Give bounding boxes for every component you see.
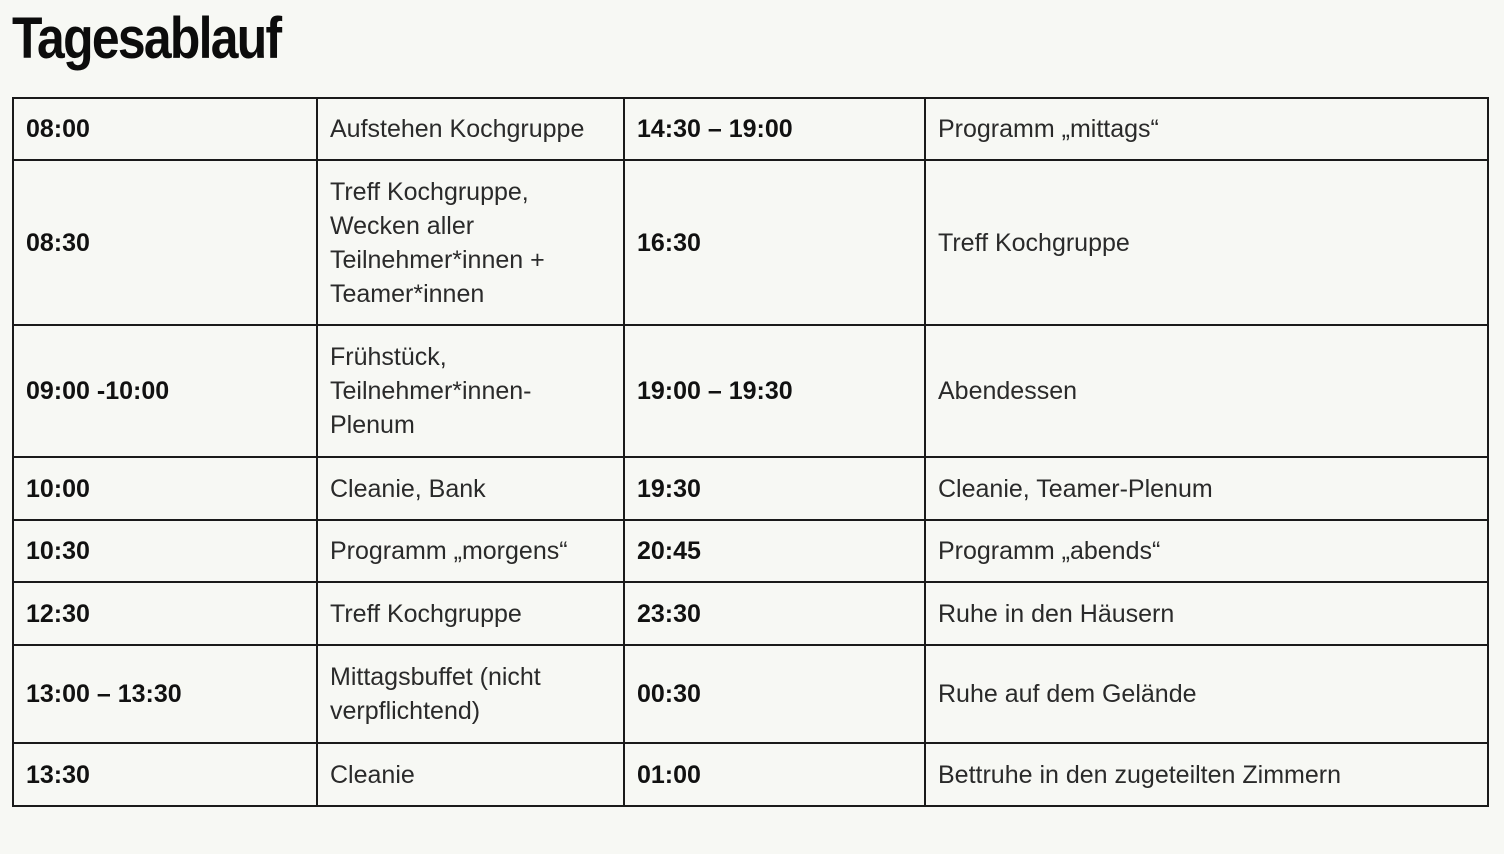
schedule-table: [12, 97, 1489, 807]
activity-cell: Bettruhe in den zugeteilten Zimmern: [925, 743, 1488, 806]
time-cell: 12:30: [13, 582, 317, 645]
time-cell: 13:30: [13, 743, 317, 806]
activity-cell: Frühstück, Teilnehmer*innen-Plenum: [317, 325, 624, 457]
time-cell: 19:30: [624, 457, 925, 520]
activity-cell: Programm „morgens“: [317, 520, 624, 582]
activity-cell: Abendessen: [925, 325, 1488, 457]
activity-cell: Cleanie, Teamer-Plenum: [925, 457, 1488, 520]
time-cell: 00:30: [624, 645, 925, 743]
activity-cell: Programm „mittags“: [925, 98, 1488, 160]
activity-cell: Treff Kochgruppe: [925, 160, 1488, 325]
time-cell: 10:30: [13, 520, 317, 582]
activity-cell: Treff Kochgruppe, Wecken aller Teilnehmer*innen + Teamer*innen: [317, 160, 624, 325]
time-cell: 14:30 – 19:00: [624, 98, 925, 160]
time-cell: 13:00 – 13:30: [13, 645, 317, 743]
table-row: [13, 98, 1488, 160]
table-row: [13, 160, 1488, 325]
table-row: [13, 325, 1488, 457]
table-row: [13, 582, 1488, 645]
activity-cell: Ruhe auf dem Gelände: [925, 645, 1488, 743]
time-cell: 08:30: [13, 160, 317, 325]
time-cell: 09:00 -10:00: [13, 325, 317, 457]
activity-cell: Ruhe in den Häusern: [925, 582, 1488, 645]
page-title: Tagesablauf: [12, 6, 281, 71]
time-cell: 01:00: [624, 743, 925, 806]
activity-cell: Cleanie, Bank: [317, 457, 624, 520]
activity-cell: Programm „abends“: [925, 520, 1488, 582]
time-cell: 16:30: [624, 160, 925, 325]
time-cell: 10:00: [13, 457, 317, 520]
time-cell: 20:45: [624, 520, 925, 582]
activity-cell: Aufstehen Kochgruppe: [317, 98, 624, 160]
table-row: [13, 645, 1488, 743]
time-cell: 19:00 – 19:30: [624, 325, 925, 457]
table-row: [13, 743, 1488, 806]
table-row: [13, 520, 1488, 582]
activity-cell: Treff Kochgruppe: [317, 582, 624, 645]
table-row: [13, 457, 1488, 520]
activity-cell: Mittagsbuffet (nicht verpflichtend): [317, 645, 624, 743]
time-cell: 08:00: [13, 98, 317, 160]
time-cell: 23:30: [624, 582, 925, 645]
activity-cell: Cleanie: [317, 743, 624, 806]
